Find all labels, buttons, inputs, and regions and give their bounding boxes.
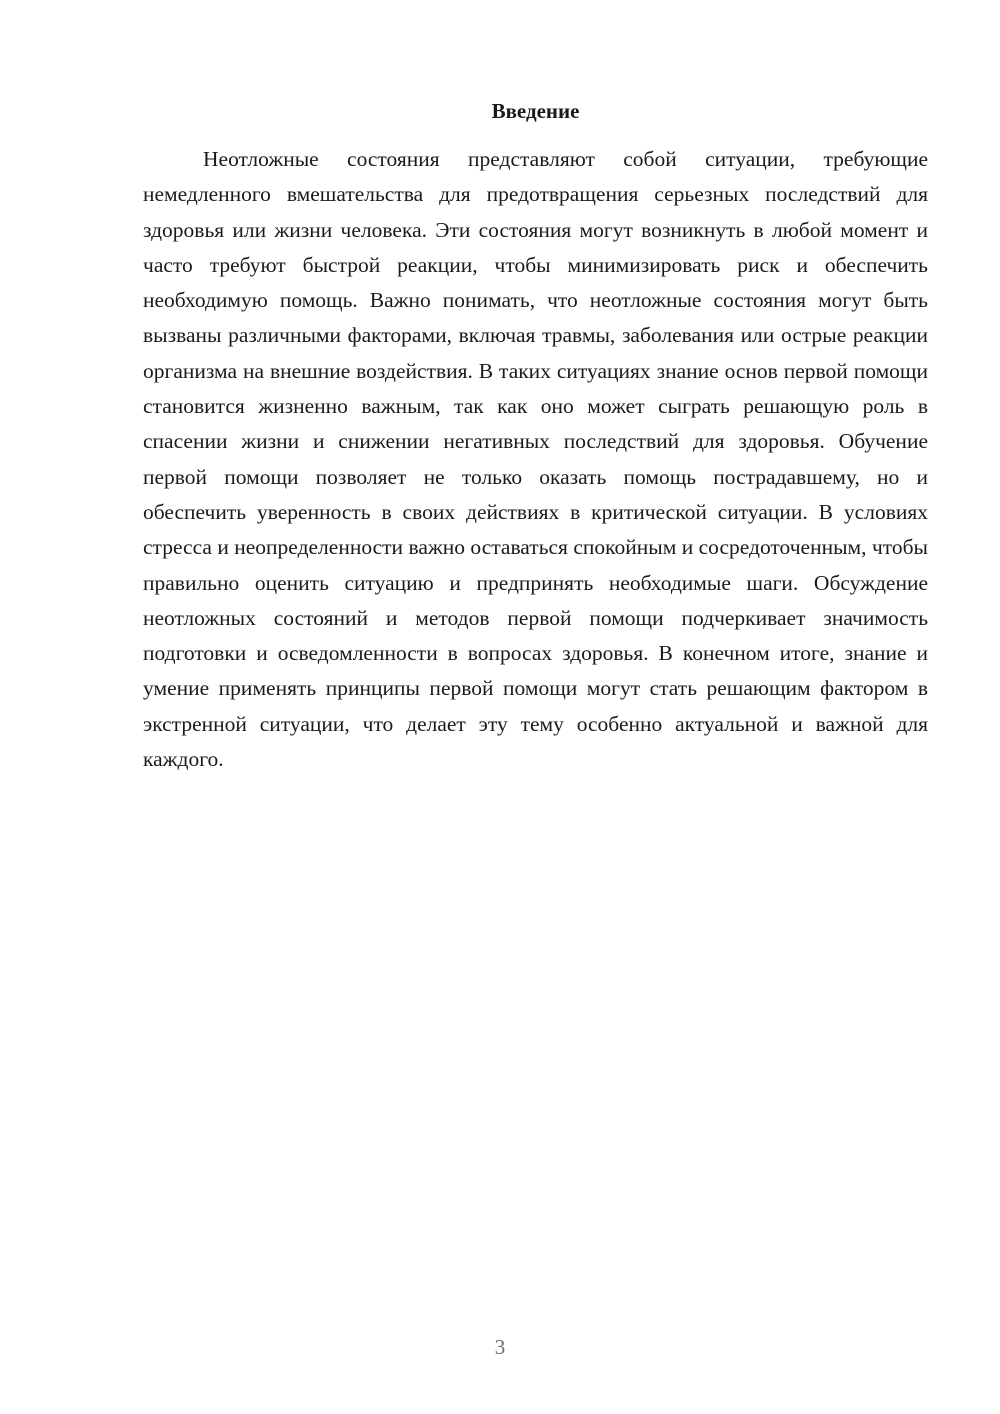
section-heading: Введение xyxy=(491,99,580,123)
page-number: 3 xyxy=(494,1335,506,1359)
body-paragraph: Неотложные состояния представляют собой ситуации, требующие немедленного вмешательства для предотвращения серьезных последствий для здоровья или жизни человека. Эти состояния могут возникнуть в любой момент и часто требуют быстрой реакции, чтобы минимизировать риск и обеспечить необходимую помощь. Важно понимать, что неотложные состояния могут быть вызваны различными факторами, включая травмы, заболевания или острые реакции организма на внешние воздействия. В таких ситуациях знание основ первой помощи становится жизненно важным, так как оно может сыграть решающую роль в спасении жизни и снижении негативных последствий для здоровья. Обучение первой помощи позволяет не только оказать помощь пострадавшему, но и обеспечить уверенность в своих действиях в критической ситуации. В условиях стресса и неопределенности важно оставаться спокойным и сосредоточенным, чтобы правильно оценить ситуацию и предпринять необходимые шаги. Обсуждение неотложных состояний и методов первой помощи подчеркивает значимость подготовки и осведомленности в вопросах здоровья. В конечном итоге, знание и умение применять принципы первой помощи могут стать решающим фактором в экстренной ситуации, что делает эту тему особенно актуальной и важной для каждого. xyxy=(143,147,928,772)
